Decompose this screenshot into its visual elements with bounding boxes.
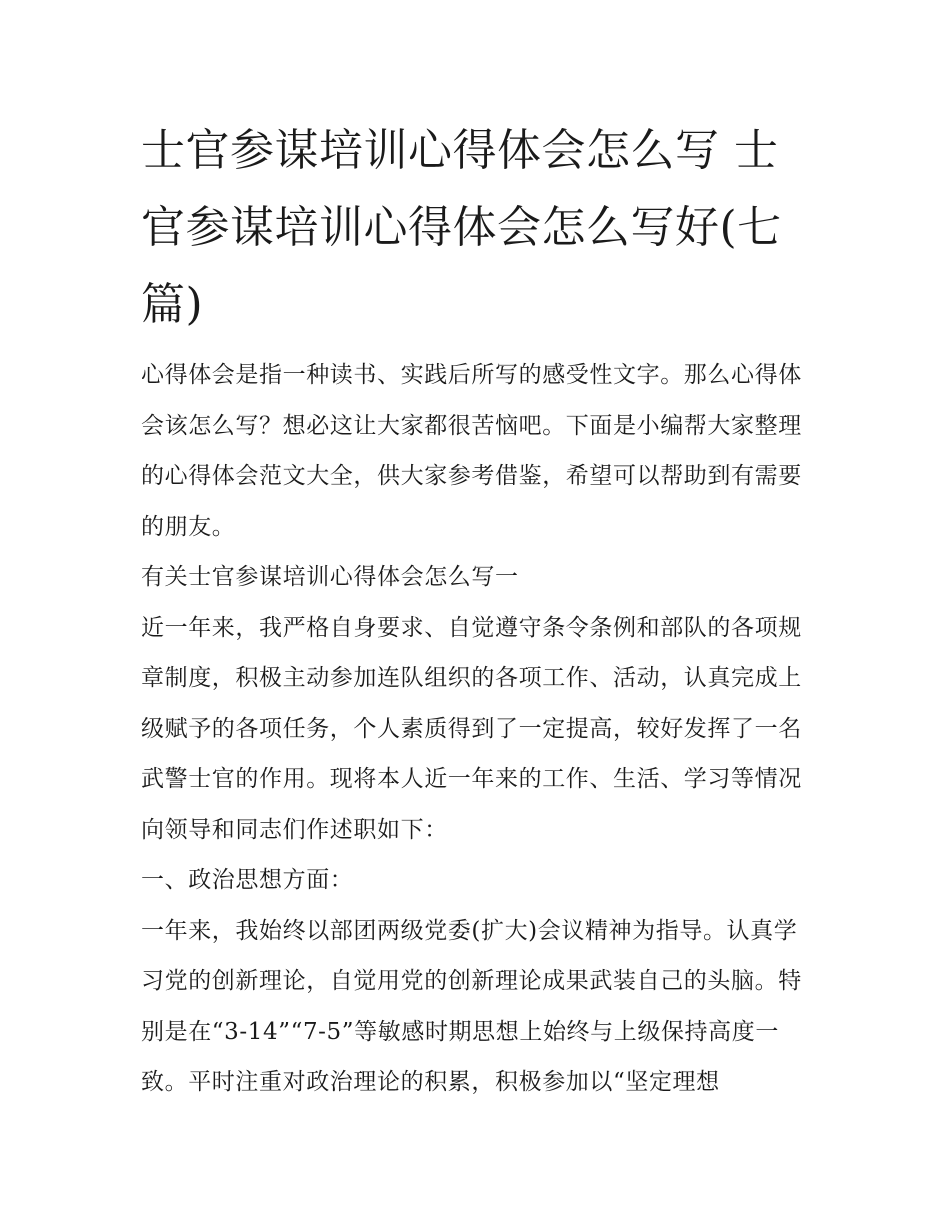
title-block [141, 112, 813, 343]
body-paragraph: 一年来，我始终以部团两级党委(扩大)会议精神为指导。认真学习党的创新理论，自觉用党的创新理论成果武装自己的头脑。特别是在“3-14”“7-5”等敏感时期思想上始终与上级保持高度一致。平时注重对政治理论的积累，积极参加以“坚定理想 [141, 917, 802, 1095]
body-paragraph: 近一年来，我严格自身要求、自觉遵守条令条例和部队的各项规章制度，积极主动参加连队组织的各项工作、活动，认真完成上级赋予的各项任务，个人素质得到了一定提高，较好发挥了一名武警士官的作用。现将本人近一年来的工作、生活、学习等情况向领导和同志们作述职如下： [141, 614, 802, 843]
section-heading: 有关士官参谋培训心得体会怎么写一 [141, 564, 519, 590]
subsection-heading: 一、政治思想方面： [141, 867, 354, 893]
document-title: 士官参谋培训心得体会怎么写 士官参谋培训心得体会怎么写好(七篇) [141, 125, 782, 330]
document-body [141, 112, 813, 1108]
intro-paragraph: 心得体会是指一种读书、实践后所写的感受性文字。那么心得体会该怎么写？想必这让大家都很苦恼吧。下面是小编帮大家整理的心得体会范文大全，供大家参考借鉴，希望可以帮助到有需要的朋友。 [141, 362, 802, 540]
